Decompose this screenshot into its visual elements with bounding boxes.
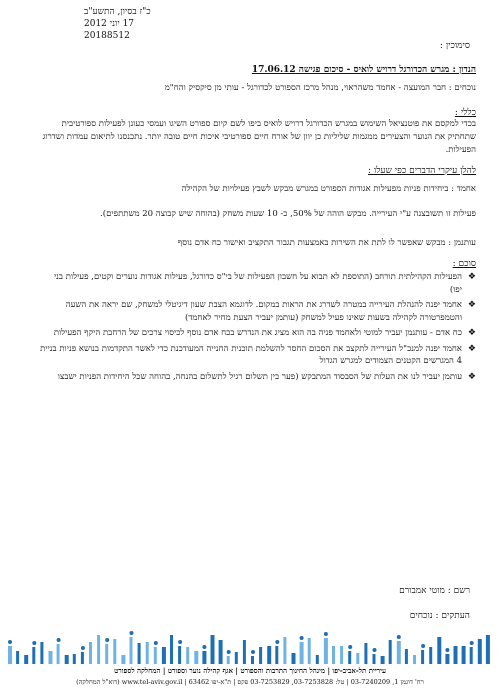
list-item [40, 371, 476, 384]
banner-bar [462, 646, 466, 664]
banner-bar [421, 650, 424, 664]
banner-bar [211, 635, 215, 664]
banner-bar [445, 654, 449, 664]
banner-bar [146, 642, 149, 664]
banner-bar [138, 643, 141, 664]
footer-org-line: עיריית תל-אביב-יפו | מינהל החינוך התרבות והספורט | אגף קהילה נוער וספורט | המחלקה לספורט [114, 666, 386, 675]
banner-figure-head [324, 632, 328, 636]
banner-figure-head [227, 650, 231, 654]
banner-bar [259, 647, 262, 664]
banner-bar [340, 646, 343, 664]
recorder-line: רשם : מוטי אמבורם [399, 586, 470, 596]
banner-bar [24, 655, 28, 664]
banner-figure-head [81, 646, 85, 650]
banner-figure-head [130, 631, 134, 635]
banner-bar [178, 646, 181, 664]
banner-bar [478, 639, 482, 664]
banner-bar [202, 651, 206, 664]
sports-figures-banner-icon [6, 628, 494, 664]
otniman-paragraph: עותנמן : מבקש שאפשר לו לתת את השירות באמצעות תגבור התקציב ואישור כח אדם נוסף [177, 238, 476, 248]
diamond-bullet-icon: ❖ [467, 300, 476, 310]
diamond-bullet-icon: ❖ [467, 272, 476, 282]
banner-bar [397, 641, 401, 664]
banner-figure-head [445, 648, 449, 652]
banner-bar [373, 654, 376, 664]
banner-bar [49, 651, 53, 664]
activity-paragraph: פעילות זו תשובצנה ע"י העירייה. מבקש הוהה של 50%, כ- 10 שעות משחק (בהוחה שיש קבוצה 20 משתתפים). [100, 209, 476, 219]
banner-bar [105, 644, 108, 664]
banner-bar [73, 654, 76, 664]
banner-figure-head [57, 638, 61, 642]
banner-bar [364, 643, 367, 664]
banner-bar [316, 655, 319, 664]
diamond-bullet-icon: ❖ [467, 328, 476, 338]
banner-bar [235, 652, 238, 664]
banner-bar [97, 635, 100, 664]
banner-figure-head [178, 640, 182, 644]
banner-bar [300, 642, 304, 664]
banner-bar [405, 649, 408, 664]
banner-bar [81, 652, 84, 664]
diamond-bullet-icon: ❖ [467, 343, 476, 354]
main-points-heading: להלן עיקרי הדברים כפי שעלו : [368, 166, 476, 176]
banner-bar [162, 647, 166, 664]
summary-list [40, 271, 476, 386]
banner-bar [283, 637, 286, 664]
list-item-text: עותמן יעביר לנו את העלות של הסבסוד המתבקש (פער בין תשלום רגיל לתשלום בהנחה, בהוחה שכל היחידות הפניות ישבצו [57, 371, 462, 382]
banner-bar [356, 653, 359, 664]
banner-bar [32, 647, 35, 664]
banner-bar [154, 647, 157, 664]
banner-bar [389, 640, 392, 664]
banner-bar [243, 640, 246, 664]
hebrew-date: כ"ז בסיון, התשע"ב [84, 7, 151, 17]
banner-bar [486, 635, 490, 664]
banner-bar [275, 646, 278, 664]
banner-bar [267, 646, 271, 664]
diamond-bullet-icon: ❖ [467, 371, 476, 382]
banner-bar [40, 642, 43, 664]
banner-figure-head [397, 635, 401, 639]
list-item [40, 271, 476, 296]
list-item-text: אחמד יפנה להנהלת העירייה במטרה לשדרג את הראות במקום. לדוגמא הצבת שעון דיגיטלי למשחק, שם יראה את השעה והטמפרטורה לקהילה בשעות שאינו פעיל למשחק (עותמן יעביר הצעת מחיר לאחמד) [65, 300, 462, 323]
banner-bar [348, 651, 351, 664]
list-item [40, 299, 476, 324]
banner-figure-head [105, 638, 109, 642]
banner-bar [89, 642, 92, 664]
banner-bar [219, 640, 223, 664]
banner-bar [454, 646, 458, 664]
reference-number: 20188512 [84, 31, 130, 41]
gregorian-date: 17 יוני 2012 [84, 19, 135, 29]
banner-figure-head [275, 640, 279, 644]
reference-label: סימוכין : [439, 41, 470, 51]
list-item [40, 343, 476, 368]
banner-bar [57, 644, 60, 664]
banner-figure-head [202, 645, 206, 649]
banner-bar [186, 647, 189, 664]
footer-contact-line: רח' דוגמן 1, 03-7240209 | טל: 03-7253828, 03-7253829 פקס | ת"א-יפו 63462 | www.tel-aviv.gov.il (דוא"ל המחלקה) [76, 678, 424, 686]
list-item-text: הפעילות הקהילתית תורחב (התוספת לא תבוא על חשבון הפעילות של בי"ס כדורגל, פעילות אגודות נוערים וקטים, פעילות בני יפו) [53, 272, 462, 295]
banner-figure-head [300, 636, 304, 640]
banner-bar [227, 656, 230, 664]
banner-bar [121, 655, 125, 664]
banner-bar [130, 637, 133, 664]
banner-figure-head [32, 641, 36, 645]
banner-bar [170, 635, 173, 664]
banner-bar [292, 653, 296, 664]
list-item-text: כח אדם - עותנמן יעביר למוטי ולאחמד פניה בה הוא מציג את הנדרש בכח אדם נוסף לכיסוי צרכים של הרחבת היקף הפעילות [53, 328, 462, 338]
subject-line: הנדון : מגרש הכדורגל דרויש לואיס - סיכום פגישה 17.06.12 [251, 65, 476, 75]
banner-figure-head [470, 641, 474, 645]
ahmed-paragraph: אחמד : ביחידות פניות מפעילות אגודות הספורט במגרש מבקש לשבץ פעילויות של הקהילה [181, 184, 476, 194]
banner-bar [308, 638, 311, 664]
general-paragraph: בכדי למקסם את פוטנציאל השימוש במגרש הכדורגל דרויש לואיס ביפו לשם קיום ספורט השיגו ועמסי כעונן לפעילות ספורטיבית שתחתיק את הנוער והצעירים ממגמות שליליות כן יוון של אורח חיים ספורטיבי איכות חיים טובה יותר. נתכנסנו לתיאום עמדות ושדרוג הפעילות. [42, 119, 476, 155]
banner-bar [437, 637, 441, 664]
banner-bar [381, 656, 385, 664]
copies-line: העתקים : נוכחים [409, 611, 470, 621]
banner-bar [470, 647, 473, 664]
banner-bar [324, 638, 328, 664]
banner-figure-head [251, 650, 255, 654]
summary-heading: סוכם : [452, 259, 476, 269]
participants-line: נוכחים : חבר המועצה - אחמד משהראוי, מנהל מרכז הספורט לכדורגל - עותי מן סיקסיק והח"מ [164, 83, 476, 93]
general-heading: כללי : [454, 108, 476, 118]
banner-figure-head [373, 648, 377, 652]
banner-bar [251, 656, 254, 664]
banner-bar [8, 646, 12, 664]
banner-bar [16, 651, 19, 664]
banner-bar [413, 655, 416, 664]
banner-bar [65, 655, 69, 664]
banner-bar [332, 646, 335, 664]
banner-figure-head [348, 645, 352, 649]
banner-bar [113, 639, 116, 664]
banner-bar [194, 651, 198, 664]
banner-bar [429, 647, 432, 664]
date-block [84, 6, 164, 42]
list-item-text: אחמד יפנה למנכ"ל העירייה לתקצב את הסכום החסר להשלמת תוכנית החנייה המעודכנת כדי לאשר התקדמות בנושא פניות בניית 4 המגרשים הקטנים הצמודים למגרש הגדול [40, 343, 462, 366]
list-item [40, 327, 476, 340]
banner-figure-head [154, 641, 158, 645]
banner-figure-head [8, 640, 12, 644]
banner-figure-head [421, 644, 425, 648]
